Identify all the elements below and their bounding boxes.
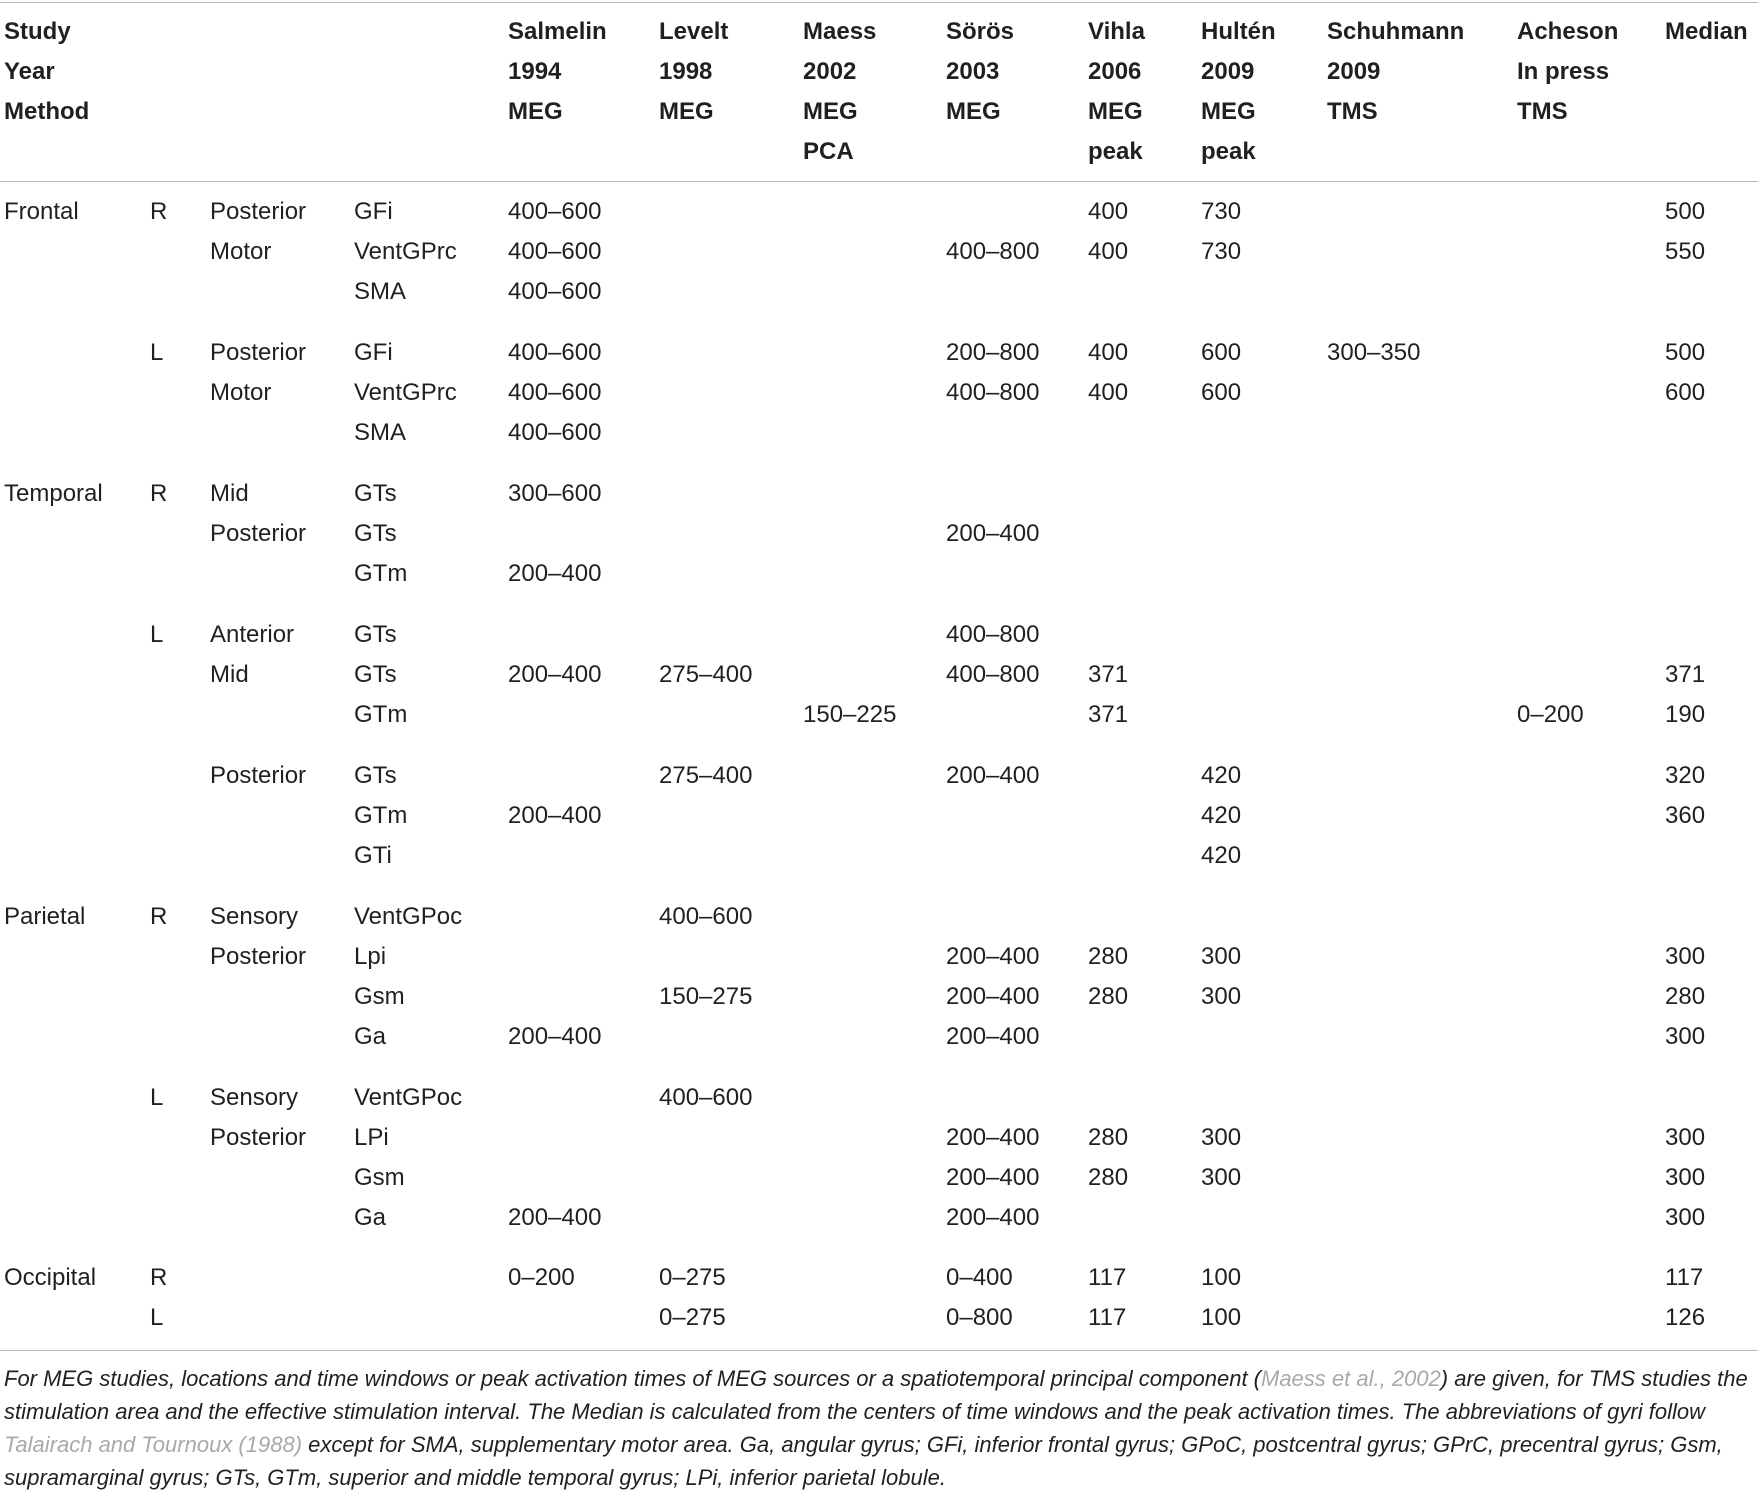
gyrus-label: VentGPoc [354, 903, 463, 930]
region-label: Sensory [210, 903, 299, 930]
header-study-1 [659, 12, 728, 132]
value-cell: 730 [1201, 238, 1242, 265]
value-cell: 117 [1088, 1264, 1127, 1291]
value-cell: 400–600 [659, 903, 753, 930]
gyrus-label: Ga [354, 1023, 387, 1050]
value-cell: 400–600 [508, 238, 602, 265]
region-label: Motor [210, 379, 272, 406]
header-study-2 [803, 12, 876, 172]
region-label: Posterior [210, 943, 307, 970]
footnote-ref-maess[interactable]: Maess et al., 2002 [1261, 1366, 1441, 1391]
gyrus-label: GTm [354, 701, 408, 728]
study-method: peak [1088, 138, 1143, 165]
study-method: MEG [946, 98, 1001, 125]
gyrus-label: GTs [354, 661, 397, 688]
value-cell: 600 [1201, 339, 1242, 366]
study-name: Hultén [1201, 18, 1276, 45]
header-study-6 [1327, 12, 1464, 132]
value-cell: 200–400 [946, 520, 1040, 547]
header-row-labels [4, 12, 89, 132]
study-name: Salmelin [508, 18, 607, 45]
median-cell: 126 [1665, 1304, 1706, 1331]
gyrus-label: LPi [354, 1124, 389, 1151]
header-study-0 [508, 12, 607, 132]
table-footnote [4, 1362, 1752, 1494]
region-label: Motor [210, 238, 272, 265]
gyrus-label: Ga [354, 1204, 387, 1231]
value-cell: 400 [1088, 379, 1129, 406]
lobe-label: Occipital [4, 1264, 97, 1291]
gyrus-label: Gsm [354, 983, 405, 1010]
value-cell: 200–400 [508, 802, 602, 829]
median-cell: 300 [1665, 1204, 1706, 1231]
median-cell: 360 [1665, 802, 1706, 829]
value-cell: 300–350 [1327, 339, 1421, 366]
value-cell: 275–400 [659, 661, 753, 688]
value-cell: 0–400 [946, 1264, 1013, 1291]
study-year: 1994 [508, 58, 562, 85]
gyrus-label: Lpi [354, 943, 387, 970]
study-year: 2006 [1088, 58, 1142, 85]
header-study-5 [1201, 12, 1276, 172]
lobe-label: Parietal [4, 903, 86, 930]
study-name: Vihla [1088, 18, 1145, 45]
study-name: Schuhmann [1327, 18, 1465, 45]
gyrus-label: GTs [354, 762, 397, 789]
value-cell: 400–600 [508, 379, 602, 406]
region-label: Posterior [210, 339, 307, 366]
value-cell: 150–275 [659, 983, 753, 1010]
median-cell: 280 [1665, 983, 1706, 1010]
value-cell: 300 [1201, 943, 1242, 970]
gyrus-label: SMA [354, 419, 407, 446]
value-cell: 400 [1088, 339, 1129, 366]
value-cell: 200–400 [946, 1023, 1040, 1050]
footnote-text-2: ) are given, for TMS studies the stimulation area and the effective stimulation interval. The Median is calculated from the centers of time windows and the peak activation times. The abbreviations of gyri follow [4, 1366, 1748, 1424]
value-cell: 300 [1201, 983, 1242, 1010]
hemisphere-label: R [150, 480, 168, 507]
value-cell: 0–200 [508, 1264, 575, 1291]
median-cell: 600 [1665, 379, 1706, 406]
value-cell: 400–600 [659, 1084, 753, 1111]
value-cell: 200–400 [946, 1204, 1040, 1231]
value-cell: 280 [1088, 983, 1129, 1010]
study-year: 2003 [946, 58, 1000, 85]
hemisphere-label: R [150, 198, 168, 225]
value-cell: 200–800 [946, 339, 1040, 366]
gyrus-label: GFi [354, 339, 393, 366]
study-method: PCA [803, 138, 854, 165]
value-cell: 400–800 [946, 621, 1040, 648]
study-method: peak [1201, 138, 1256, 165]
value-cell: 400–800 [946, 661, 1040, 688]
hemisphere-label: L [150, 1304, 164, 1331]
header-label-method: Method [4, 98, 90, 125]
value-cell: 0–275 [659, 1264, 726, 1291]
gyrus-label: VentGPoc [354, 1084, 463, 1111]
value-cell: 0–200 [1517, 701, 1584, 728]
study-name: Acheson [1517, 18, 1619, 45]
region-label: Posterior [210, 198, 307, 225]
value-cell: 200–400 [508, 1023, 602, 1050]
gyrus-label: GFi [354, 198, 393, 225]
study-method: MEG [659, 98, 714, 125]
bottom-rule [0, 1350, 1758, 1351]
study-year: 2009 [1327, 58, 1381, 85]
gyrus-label: VentGPrc [354, 379, 457, 406]
region-label: Anterior [210, 621, 295, 648]
value-cell: 100 [1201, 1264, 1242, 1291]
value-cell: 400–600 [508, 278, 602, 305]
value-cell: 400–600 [508, 419, 602, 446]
study-year: 2009 [1201, 58, 1255, 85]
value-cell: 280 [1088, 1124, 1129, 1151]
region-label: Sensory [210, 1084, 299, 1111]
value-cell: 400–800 [946, 379, 1040, 406]
lobe-label: Frontal [4, 198, 79, 225]
value-cell: 300 [1201, 1124, 1242, 1151]
gyrus-label: GTs [354, 480, 397, 507]
study-name: Levelt [659, 18, 729, 45]
value-cell: 400 [1088, 198, 1129, 225]
header-median: Median [1665, 18, 1748, 45]
value-cell: 200–400 [508, 661, 602, 688]
value-cell: 0–800 [946, 1304, 1013, 1331]
header-label-year: Year [4, 58, 55, 85]
value-cell: 150–225 [803, 701, 897, 728]
value-cell: 420 [1201, 762, 1242, 789]
value-cell: 275–400 [659, 762, 753, 789]
footnote-text-1: For MEG studies, locations and time windows or peak activation times of MEG sources or a spatiotemporal principal component ( [4, 1366, 1261, 1391]
value-cell: 200–400 [946, 1124, 1040, 1151]
value-cell: 117 [1088, 1304, 1127, 1331]
header-label-study: Study [4, 18, 71, 45]
study-method: MEG [1201, 98, 1256, 125]
hemisphere-label: L [150, 1084, 164, 1111]
median-cell: 320 [1665, 762, 1706, 789]
median-cell: 300 [1665, 943, 1706, 970]
gyrus-label: GTi [354, 842, 392, 869]
study-method: TMS [1327, 98, 1378, 125]
header-rule [0, 181, 1758, 182]
value-cell: 420 [1201, 842, 1242, 869]
study-year: 2002 [803, 58, 857, 85]
median-cell: 500 [1665, 198, 1706, 225]
hemisphere-label: L [150, 339, 164, 366]
value-cell: 420 [1201, 802, 1242, 829]
median-cell: 500 [1665, 339, 1706, 366]
region-label: Mid [210, 661, 249, 688]
region-label: Posterior [210, 1124, 307, 1151]
value-cell: 0–275 [659, 1304, 726, 1331]
median-cell: 371 [1665, 661, 1706, 688]
value-cell: 200–400 [946, 983, 1040, 1010]
hemisphere-label: R [150, 903, 168, 930]
gyrus-label: VentGPrc [354, 238, 457, 265]
header-study-7 [1517, 12, 1618, 132]
study-name: Maess [803, 18, 877, 45]
value-cell: 200–400 [946, 943, 1040, 970]
header-study-4 [1088, 12, 1145, 172]
median-cell: 300 [1665, 1164, 1706, 1191]
study-method: MEG [803, 98, 858, 125]
gyrus-label: GTs [354, 520, 397, 547]
region-label: Mid [210, 480, 249, 507]
study-year: In press [1517, 58, 1610, 85]
value-cell: 400–600 [508, 339, 602, 366]
study-method: MEG [1088, 98, 1143, 125]
study-year: 1998 [659, 58, 713, 85]
value-cell: 400–800 [946, 238, 1040, 265]
value-cell: 200–400 [946, 1164, 1040, 1191]
value-cell: 371 [1088, 661, 1129, 688]
hemisphere-label: R [150, 1264, 168, 1291]
value-cell: 371 [1088, 701, 1129, 728]
median-cell: 300 [1665, 1023, 1706, 1050]
gyrus-label: GTm [354, 560, 408, 587]
study-method: MEG [508, 98, 563, 125]
median-cell: 550 [1665, 238, 1706, 265]
value-cell: 100 [1201, 1304, 1242, 1331]
median-cell: 300 [1665, 1124, 1706, 1151]
footnote-text-3: except for SMA, supplementary motor area. Ga, angular gyrus; GFi, inferior frontal gyrus; GPoC, postcentral gyrus; GPrC, precentral gyrus; Gsm, supramarginal gyrus; GTs, GTm, superior and middle temporal gyrus; LPi, inferior parietal lobule. [4, 1432, 1723, 1490]
value-cell: 280 [1088, 1164, 1129, 1191]
value-cell: 300 [1201, 1164, 1242, 1191]
footnote-ref-talairach[interactable]: Talairach and Tournoux (1988) [4, 1432, 303, 1457]
study-name: Sörös [946, 18, 1015, 45]
region-label: Posterior [210, 520, 307, 547]
median-cell: 117 [1665, 1264, 1704, 1291]
gyrus-label: SMA [354, 278, 407, 305]
median-cell: 190 [1665, 701, 1706, 728]
value-cell: 200–400 [508, 1204, 602, 1231]
gyrus-label: GTs [354, 621, 397, 648]
value-cell: 200–400 [946, 762, 1040, 789]
gyrus-label: Gsm [354, 1164, 405, 1191]
value-cell: 200–400 [508, 560, 602, 587]
region-label: Posterior [210, 762, 307, 789]
value-cell: 300–600 [508, 480, 602, 507]
lobe-label: Temporal [4, 480, 103, 507]
value-cell: 400 [1088, 238, 1129, 265]
study-method: TMS [1517, 98, 1568, 125]
value-cell: 600 [1201, 379, 1242, 406]
hemisphere-label: L [150, 621, 164, 648]
header-study-3 [946, 12, 1014, 132]
value-cell: 730 [1201, 198, 1242, 225]
top-rule [0, 2, 1758, 3]
value-cell: 400–600 [508, 198, 602, 225]
gyrus-label: GTm [354, 802, 408, 829]
value-cell: 280 [1088, 943, 1129, 970]
